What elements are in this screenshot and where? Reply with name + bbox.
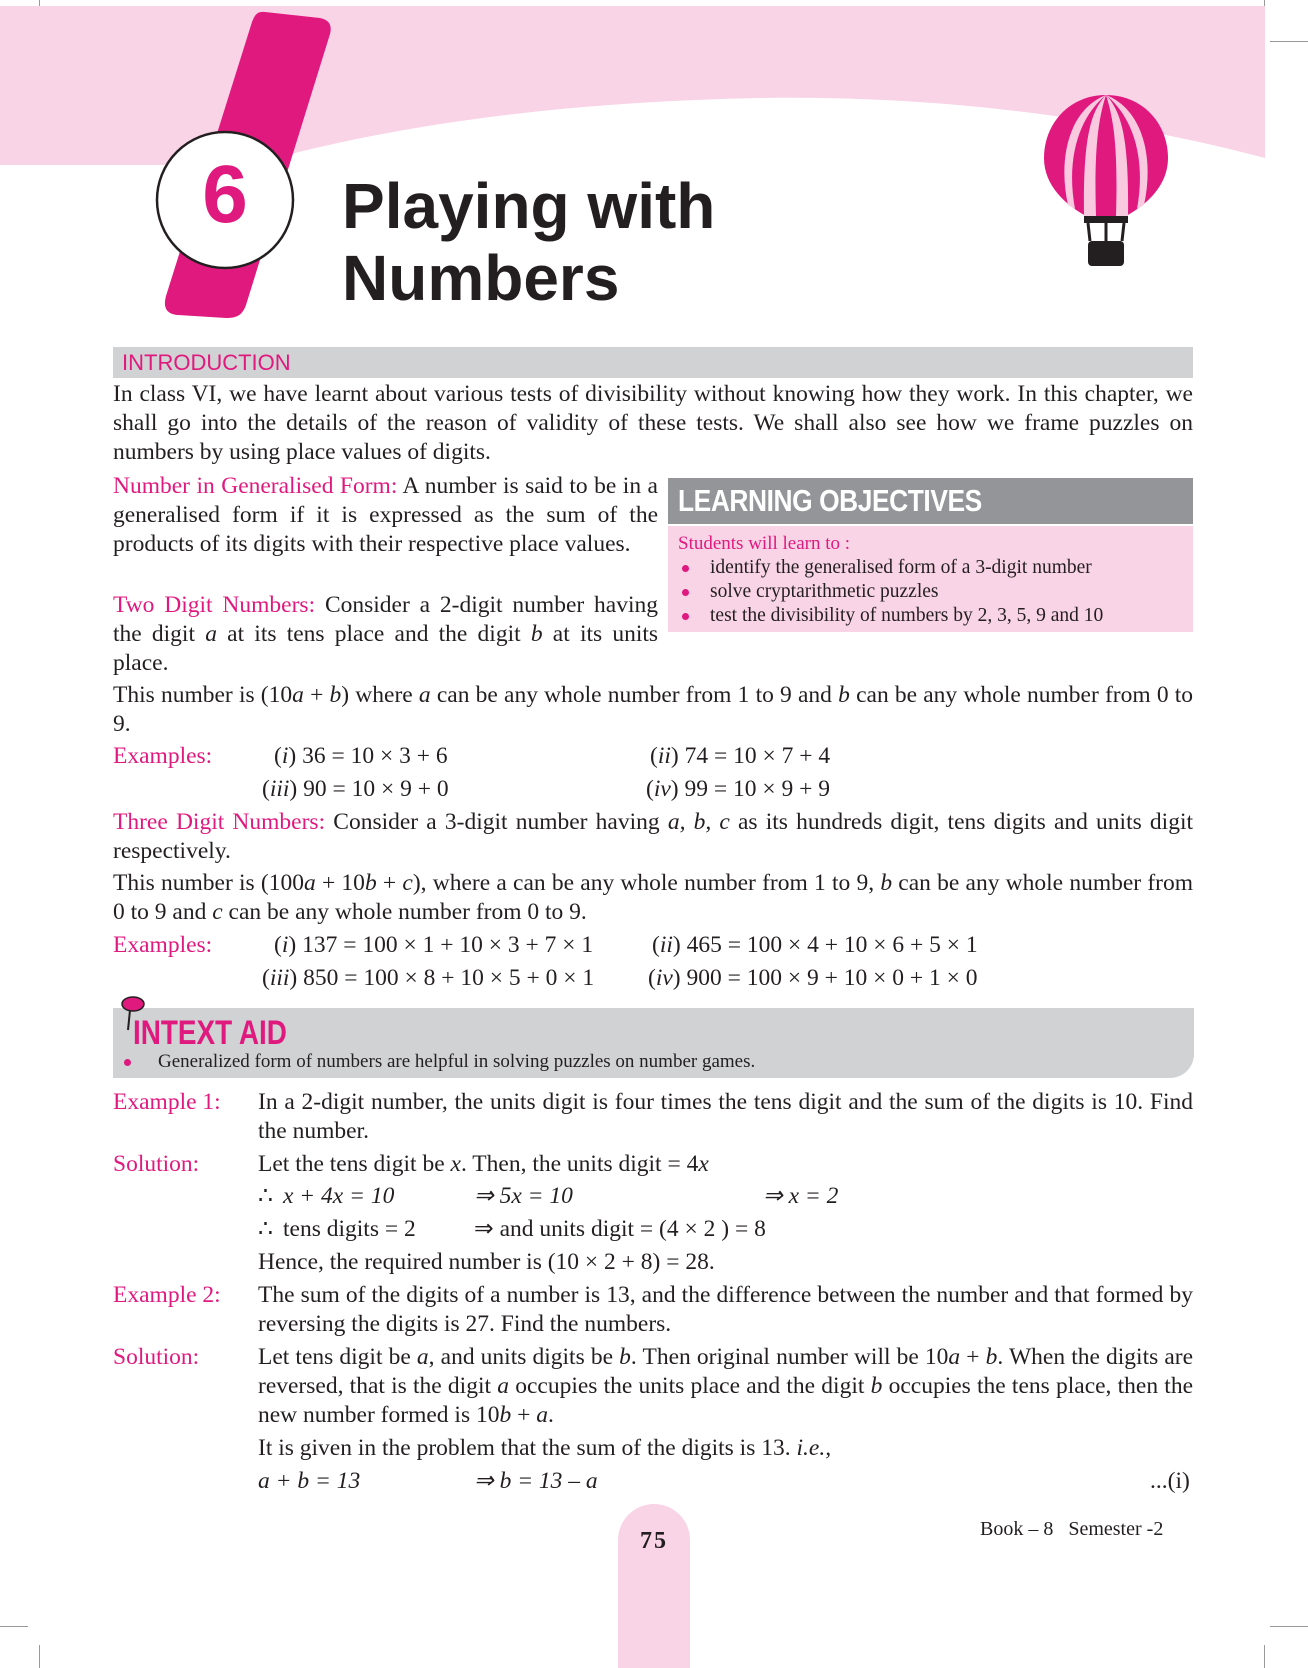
solution-text: It is given in the problem that the sum of the digits is 13.	[258, 1435, 791, 1461]
three-digit-formula: This number is (100a + 10b + c), where a can be any whole number from 1 to 9, b can be any whole number from 0 to 9 and c can be any whole number from 0 to 9.	[113, 870, 1194, 925]
formula-text: +	[303, 682, 330, 708]
example-text: 900 = 100 × 9 + 10 × 0 + 1 × 0	[686, 965, 978, 991]
example-numeral: ii	[657, 743, 671, 769]
example-item: (i) 137 = 100 × 1 + 10 × 3 + 7 × 1	[274, 932, 594, 958]
ie-text: i.e.,	[796, 1435, 832, 1461]
generalised-form-text: A number is said to be in a generalised form if it is expressed as the sum of the products of its digits with their respective place values.	[113, 473, 658, 557]
solution-text: . Then, the units digit = 4	[460, 1151, 699, 1177]
example1-question: In a 2-digit number, the units digit is four times the tens digit and the sum of the digits is 10. Find the number.	[258, 1089, 1193, 1144]
introduction-paragraph: In class VI, we have learnt about various tests of divisibility without knowing how they work. In this chapter, we shall go into the details of the reason of validity of these tests. We shall also see how we frame puzzles on numbers by using place values of digits.	[113, 381, 1193, 465]
solution2-given	[258, 1434, 831, 1463]
var-a: a	[205, 621, 217, 647]
solution-text: , and units digits be	[428, 1344, 614, 1370]
equation: ⇒ 5x = 10	[474, 1183, 573, 1209]
solution2-paragraph: Let tens digit be a, and units digits be b. Then original number will be 10a + b. When the digits are reversed, that is the digit a occupies the units place and the digit b occupies the tens place, then the new number formed is 10b + a.	[258, 1344, 1194, 1428]
example-text: 465 = 100 × 4 + 10 × 6 + 5 × 1	[686, 932, 978, 958]
two-digit-paragraph	[113, 591, 658, 678]
solution-text: Let tens digit be	[258, 1344, 411, 1370]
introduction-heading: INTRODUCTION	[122, 350, 291, 375]
learning-objectives-list	[668, 556, 1193, 628]
three-digit-text: Consider a 3-digit number having	[333, 809, 660, 835]
three-digit-text: as its hundreds digit, tens digits and units digit respectively.	[113, 809, 1194, 864]
example2-label: Example 2:	[113, 1282, 221, 1308]
example-item: (ii) 465 = 100 × 4 + 10 × 6 + 5 × 1	[652, 932, 978, 958]
var-b: b	[530, 621, 543, 647]
examples-label: Examples:	[113, 743, 213, 769]
solution-text: occupies the tens place, then the new number formed is 10	[258, 1373, 1194, 1428]
chapter-title	[342, 170, 715, 314]
example-text: 74 = 10 × 7 + 4	[684, 743, 831, 769]
semester-label: Semester -2	[1068, 1518, 1164, 1540]
chapter-title-line2: Numbers	[342, 242, 620, 314]
solution1-line1	[258, 1150, 709, 1179]
therefore-symbol: ∴	[258, 1183, 273, 1209]
example-item: (ii) 74 = 10 × 7 + 4	[650, 743, 831, 769]
var-b: b	[838, 682, 850, 708]
crop-mark	[0, 1626, 28, 1627]
example-text: 137 = 100 × 1 + 10 × 3 + 7 × 1	[302, 932, 594, 958]
example-numeral: i	[281, 932, 289, 958]
learning-objectives-heading: LEARNING OBJECTIVES	[678, 483, 982, 518]
example-numeral: i	[281, 743, 289, 769]
example2-question: The sum of the digits of a number is 13, and the difference between the number and that formed by reversing the digits is 27. Find the numbers.	[258, 1282, 1193, 1337]
example-numeral: iv	[655, 965, 673, 991]
book-info	[980, 1516, 1163, 1542]
example-text: 850 = 100 × 8 + 10 × 5 + 0 × 1	[303, 965, 595, 991]
list-item: test the divisibility of numbers by 2, 3, 5, 9 and 10	[668, 604, 1193, 628]
example-numeral: iv	[653, 776, 671, 802]
solution1-conclusion: Hence, the required number is (10 × 2 + 8) = 28.	[258, 1249, 715, 1275]
example-item: (iv) 900 = 100 × 9 + 10 × 0 + 1 × 0	[648, 965, 978, 991]
formula-text: This number is (100	[113, 870, 304, 896]
example-numeral: iii	[269, 776, 290, 802]
therefore-symbol: ∴	[258, 1216, 273, 1242]
hot-air-balloon-icon	[1044, 95, 1168, 266]
two-digit-label: Two Digit Numbers:	[113, 592, 316, 618]
var-b: b	[329, 682, 342, 708]
book-label: Book – 8	[980, 1518, 1054, 1540]
example1-label: Example 1:	[113, 1089, 221, 1115]
example-text: 90 = 10 × 9 + 0	[303, 776, 449, 802]
intext-aid-bullet: Generalized form of numbers are helpful in solving puzzles on number games.	[158, 1051, 756, 1072]
example-item: (iv) 99 = 10 × 9 + 9	[646, 776, 831, 802]
var-x: x	[698, 1151, 709, 1177]
crop-mark	[1270, 1626, 1308, 1627]
two-digit-text: at its units place.	[113, 621, 659, 676]
list-item: solve cryptarithmetic puzzles	[668, 580, 1193, 604]
generalised-form-paragraph	[113, 472, 658, 559]
example-item: (iii) 850 = 100 × 8 + 10 × 5 + 0 × 1	[262, 965, 595, 991]
example-numeral: iii	[269, 965, 290, 991]
page-number: 75	[640, 1528, 668, 1554]
list-item: identify the generalised form of a 3-digit number	[668, 556, 1193, 580]
intext-bullet-dot	[124, 1059, 131, 1066]
equation: ⇒ x = 2	[763, 1183, 839, 1209]
var-a: a	[292, 682, 304, 708]
crop-mark	[1264, 1645, 1265, 1668]
equation: a + b = 13	[258, 1468, 361, 1494]
example-item: (iii) 90 = 10 × 9 + 0	[262, 776, 449, 802]
crop-mark	[39, 1645, 40, 1668]
solution2-label: Solution:	[113, 1344, 200, 1370]
solution1-label: Solution:	[113, 1151, 200, 1177]
generalised-form-label: Number in Generalised Form:	[113, 473, 398, 499]
var-x: x	[450, 1151, 461, 1177]
learning-objectives-intro: Students will learn to :	[678, 533, 851, 554]
solution-text: . When the digits are reversed, that is the digit	[258, 1344, 1194, 1399]
var-abc: a, b, c	[667, 809, 730, 835]
solution-text: . Then original number will be 10	[630, 1344, 949, 1370]
formula-text: can be any whole number from 0 to 9.	[113, 682, 1194, 737]
examples-label: Examples:	[113, 932, 213, 958]
formula-text: can be any whole number from 1 to 9 and	[436, 682, 832, 708]
formula-text: ), where a can be any whole number from 1 to 9,	[412, 870, 875, 896]
equation: ⇒ and units digit = (4 × 2 ) = 8	[474, 1216, 766, 1242]
equation: tens digits = 2	[283, 1216, 416, 1242]
intext-aid-heading: INTEXT AID	[133, 1014, 287, 1052]
formula-text: can be any whole number from 0 to 9 and	[113, 870, 1194, 925]
example-numeral: ii	[659, 932, 673, 958]
equation: x + 4x = 10	[283, 1183, 395, 1209]
chapter-title-line1: Playing with	[342, 170, 716, 242]
formula-text: ) where	[341, 682, 413, 708]
example-item: (i) 36 = 10 × 3 + 6	[274, 743, 448, 769]
example-text: 99 = 10 × 9 + 9	[684, 776, 831, 802]
example-text: 36 = 10 × 3 + 6	[302, 743, 448, 769]
three-digit-paragraph	[113, 808, 1193, 866]
formula-text: can be any whole number from 0 to 9.	[228, 899, 587, 925]
learning-objectives-box	[668, 478, 1193, 632]
two-digit-text: at its tens place and the digit	[227, 621, 521, 647]
two-digit-formula-paragraph	[113, 681, 1193, 739]
equation-reference: ...(i)	[1150, 1468, 1190, 1494]
formula-text: This number is (10	[113, 682, 293, 708]
two-digit-text: Consider a 2-digit number having the digit	[113, 592, 658, 647]
solution-text: occupies the units place and the digit	[515, 1373, 865, 1399]
equation: ⇒ b = 13 – a	[474, 1468, 598, 1494]
var-a: a	[418, 682, 431, 708]
three-digit-label: Three Digit Numbers:	[113, 809, 326, 835]
chapter-number: 6	[202, 149, 248, 240]
solution-text: Let the tens digit be	[258, 1151, 445, 1177]
